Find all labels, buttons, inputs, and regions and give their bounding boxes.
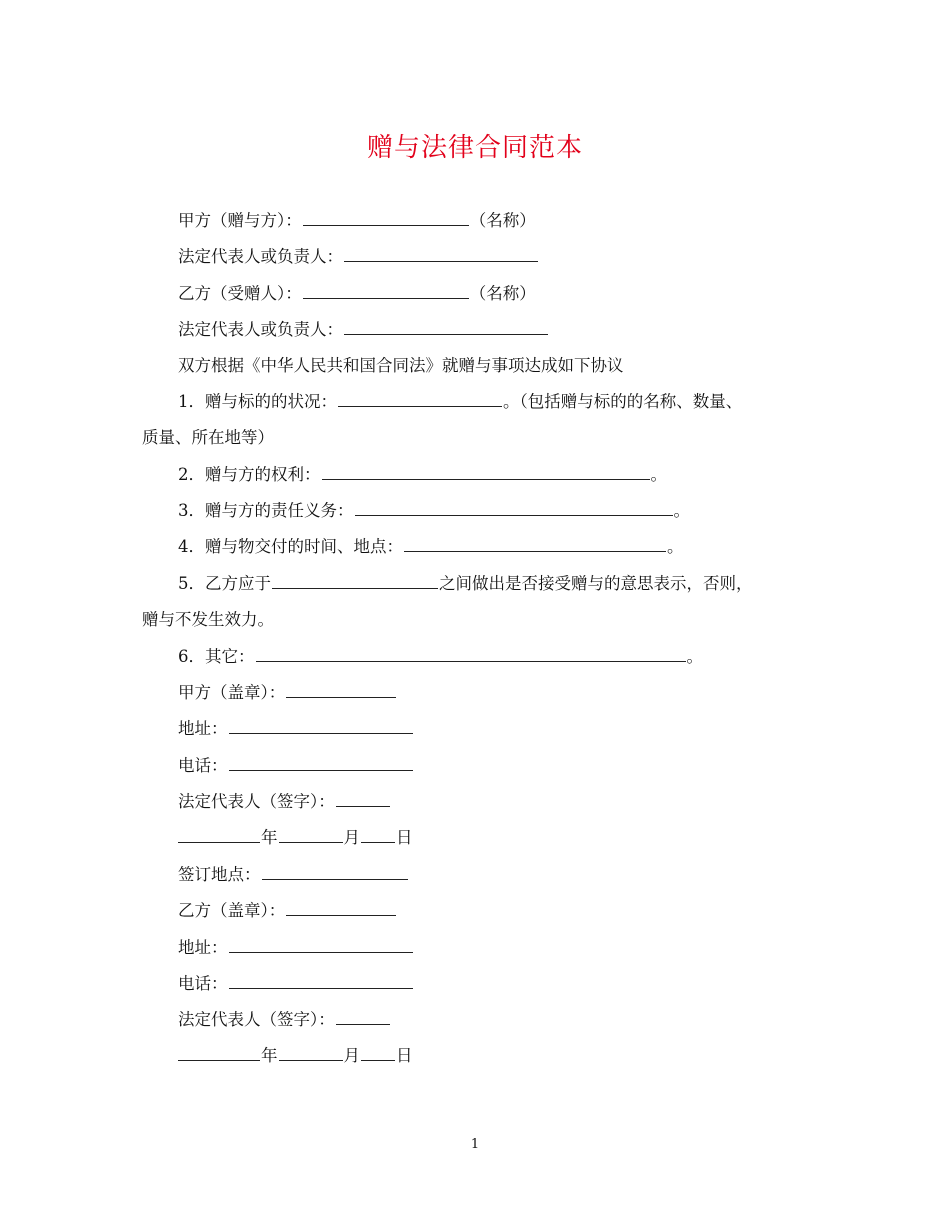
party-a-year-blank[interactable]	[178, 827, 260, 843]
party-a-day-blank[interactable]	[361, 827, 395, 843]
clause-4-suffix: 。	[667, 537, 684, 556]
party-a-year-label: 年	[261, 828, 278, 847]
clause-5-suffix: 之间做出是否接受赠与的意思表示，否则，	[439, 574, 753, 593]
party-b-rep-sign-label: 法定代表人（签字）：	[178, 1010, 335, 1029]
signing-place-line	[178, 864, 409, 886]
party-a-seal-blank[interactable]	[286, 682, 396, 698]
clause-4	[178, 536, 684, 558]
clause-1-suffix: 。（包括赠与标的的名称、数量、	[503, 392, 743, 411]
party-a-line	[178, 210, 536, 232]
clause-5-blank[interactable]	[272, 573, 438, 589]
party-b-rep-sign-line	[178, 1009, 391, 1031]
party-b-line	[178, 283, 536, 305]
signing-place-blank[interactable]	[262, 864, 408, 880]
party-b-suffix: （名称）	[469, 284, 536, 303]
party-a-name-blank[interactable]	[303, 210, 469, 226]
clause-3-suffix: 。	[673, 501, 690, 520]
party-a-date-line	[178, 827, 413, 849]
party-b-address-blank[interactable]	[229, 937, 413, 953]
clause-1-prefix: 1．赠与标的的状况：	[178, 392, 337, 411]
clause-5-prefix: 5．乙方应于	[178, 574, 271, 593]
party-b-day-label: 日	[396, 1046, 413, 1065]
party-b-month-label: 月	[343, 1046, 360, 1065]
clause-4-blank[interactable]	[404, 536, 666, 552]
party-a-rep-label: 法定代表人或负责人：	[178, 247, 343, 266]
page-number: 1	[470, 1137, 480, 1152]
party-a-label: 甲方（赠与方）：	[178, 211, 302, 230]
party-b-year-label: 年	[261, 1046, 278, 1065]
party-b-address-label: 地址：	[178, 938, 228, 957]
party-b-label: 乙方（受赠人）：	[178, 284, 302, 303]
party-b-phone-line	[178, 973, 414, 995]
party-b-day-blank[interactable]	[361, 1045, 395, 1061]
party-b-address-line	[178, 937, 414, 959]
party-b-date-line	[178, 1045, 413, 1067]
party-a-rep-sign-blank[interactable]	[336, 791, 390, 807]
clause-6-suffix: 。	[686, 647, 703, 666]
party-a-phone-blank[interactable]	[229, 755, 413, 771]
party-a-day-label: 日	[396, 828, 413, 847]
party-a-phone-line	[178, 755, 414, 777]
party-a-month-label: 月	[343, 828, 360, 847]
party-b-rep-blank[interactable]	[344, 319, 548, 335]
party-b-name-blank[interactable]	[303, 283, 469, 299]
party-b-phone-label: 电话：	[178, 974, 228, 993]
party-b-year-blank[interactable]	[178, 1045, 260, 1061]
party-b-rep-line	[178, 319, 549, 341]
clause-3	[178, 500, 690, 522]
party-a-rep-blank[interactable]	[344, 246, 538, 262]
party-a-suffix: （名称）	[469, 211, 536, 230]
clause-2-prefix: 2．赠与方的权利：	[178, 465, 321, 484]
party-b-seal-line	[178, 900, 397, 922]
party-b-seal-blank[interactable]	[286, 900, 396, 916]
party-a-seal-line	[178, 682, 397, 704]
intro-paragraph: 双方根据《中华人民共和国合同法》就赠与事项达成如下协议	[178, 356, 624, 375]
party-b-phone-blank[interactable]	[229, 973, 413, 989]
party-a-address-label: 地址：	[178, 719, 228, 738]
party-b-rep-label: 法定代表人或负责人：	[178, 320, 343, 339]
party-a-seal-label: 甲方（盖章）：	[178, 683, 286, 702]
party-a-rep-sign-line	[178, 791, 391, 813]
clause-1-continuation: 质量、所在地等）	[142, 428, 274, 447]
clause-3-blank[interactable]	[355, 500, 673, 516]
clause-5	[178, 573, 753, 595]
clause-6-prefix: 6．其它：	[178, 647, 255, 666]
clause-4-prefix: 4．赠与物交付的时间、地点：	[178, 537, 403, 556]
clause-1-blank[interactable]	[338, 391, 502, 407]
party-b-seal-label: 乙方（盖章）：	[178, 901, 286, 920]
party-b-month-blank[interactable]	[279, 1045, 343, 1061]
party-a-month-blank[interactable]	[279, 827, 343, 843]
clause-5-continuation: 赠与不发生效力。	[142, 610, 274, 629]
party-a-address-line	[178, 718, 414, 740]
party-a-address-blank[interactable]	[229, 718, 413, 734]
clause-2	[178, 464, 667, 486]
clause-2-suffix: 。	[650, 465, 667, 484]
signing-place-label: 签订地点：	[178, 865, 261, 884]
clause-3-prefix: 3．赠与方的责任义务：	[178, 501, 354, 520]
clause-6-blank[interactable]	[256, 646, 686, 662]
clause-6	[178, 646, 703, 668]
party-a-rep-sign-label: 法定代表人（签字）：	[178, 792, 335, 811]
clause-2-blank[interactable]	[322, 464, 650, 480]
document-title: 赠与法律合同范本	[366, 133, 583, 163]
clause-1	[178, 391, 742, 413]
party-a-rep-line	[178, 246, 539, 268]
party-b-rep-sign-blank[interactable]	[336, 1009, 390, 1025]
party-a-phone-label: 电话：	[178, 756, 228, 775]
